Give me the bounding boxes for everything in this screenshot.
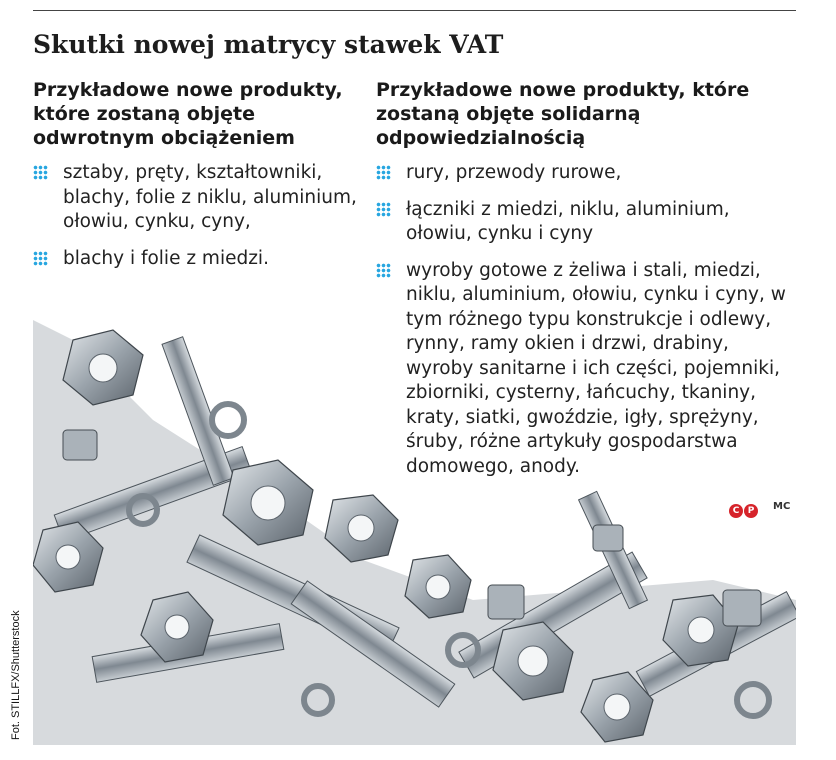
list-item: wyroby gotowe z żeliwa i stali, miedzi, niklu, aluminium, ołowiu, cynku i cyny, w tym różnego typu konstrukcje i odlewy, rynny, ramy okien i drzwi, drabiny, wyroby sanitarne i ich części, pojemniki, zbiorniki, cysterny, łańcuchy, tkaniny, kraty, siatki, gwoździe, igły, sprężyny, śruby, różne artykuły gospodarstwa domowego, anody. [376,259,796,480]
list-item: rury, przewody rurowe, [376,161,796,186]
list-item: łączniki z miedzi, niklu, aluminium, ołowiu, cynku i cyny [376,198,796,247]
joint-liability-heading: Przykładowe nowe produkty, które zostaną objęte solidarną odpowiedzialnością [376,79,750,149]
copyright-p-icon: P [744,504,758,518]
joint-liability-list [376,161,796,479]
dot-grid-bullet-icon [376,202,391,217]
dot-grid-bullet-icon [33,165,48,180]
author-initials: MC [773,501,791,512]
copyright-c-icon: C [729,504,743,518]
dot-grid-bullet-icon [33,251,48,266]
top-rule [33,10,796,11]
joint-liability-column [376,78,796,491]
photo-credit: Fot. STILLFX/Shutterstock [10,610,22,740]
dot-grid-bullet-icon [376,165,391,180]
reverse-charge-heading: Przykładowe nowe produkty, które zostaną objęte odwrotnym obciążeniem [33,79,343,149]
page-title: Skutki nowej matrycy stawek VAT [33,30,504,59]
list-item: blachy i folie z miedzi. [33,247,358,272]
reverse-charge-list [33,161,358,271]
list-item: sztaby, pręty, kształtowniki, blachy, folie z niklu, aluminium, ołowiu, cynku, cyny, [33,161,358,235]
copyright-mark [729,498,759,518]
reverse-charge-column [33,78,358,283]
dot-grid-bullet-icon [376,263,391,278]
